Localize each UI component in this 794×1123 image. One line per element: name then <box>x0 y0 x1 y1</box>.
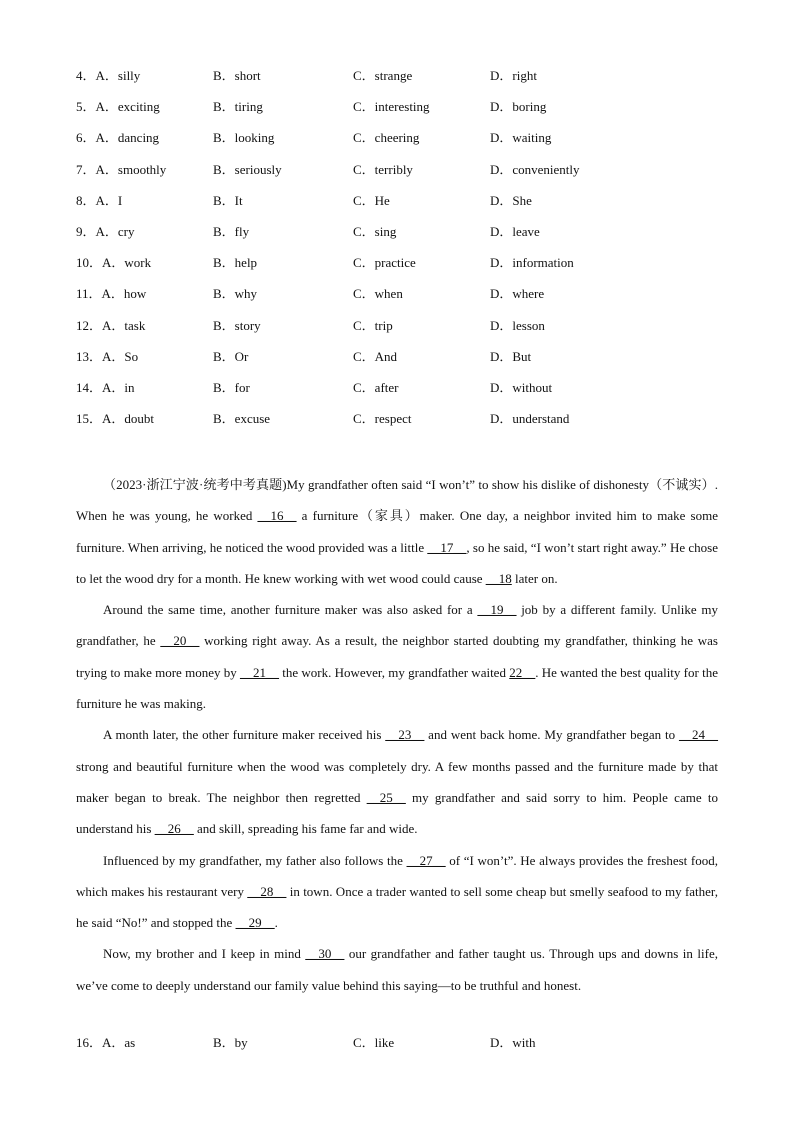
question-number: 4． <box>76 68 96 83</box>
passage-text: strong and beautiful furniture when the wood was completely dry. A few months passed and the furniture made by that maker began to break. The neighbor then regretted <box>76 758 718 805</box>
option-d: D．where <box>490 286 545 302</box>
option-c: C．when <box>353 286 403 302</box>
passage-text: our grandfather and father taught us. Through ups and downs in life, we’ve come to deeply understand our family value behind this saying—to be truthful and honest. <box>76 946 718 993</box>
option-d: D．information <box>490 255 574 271</box>
question-row <box>76 253 736 284</box>
option-a: A．task <box>102 317 146 333</box>
question-number-and-option-a <box>76 1033 135 1053</box>
question-number: 12． <box>76 317 103 333</box>
option-b: B．looking <box>213 130 275 146</box>
option-d: D．She <box>490 192 532 208</box>
question-number: 15． <box>76 411 103 427</box>
blank-17: __17__ <box>427 539 467 555</box>
option-a: A．silly <box>95 68 141 83</box>
question-number: 9． <box>76 223 96 239</box>
question-number: 10． <box>76 255 103 271</box>
question-number-and-option-a <box>76 97 160 117</box>
question-number-and-option-a <box>76 128 159 148</box>
question-number-and-option-a <box>76 66 140 86</box>
passage-text: （2023·浙江宁波·统考中考真题)My grandfather often said “I won’t” to show his dislike of dishonesty（不诚实）. When he was young, he worked <box>76 477 718 524</box>
question-number-and-option-a <box>76 409 154 429</box>
option-b: B．help <box>213 255 258 271</box>
question-number-and-option-a <box>76 284 146 304</box>
option-c: C．He <box>353 192 390 208</box>
blank-22: 22__ <box>509 664 536 680</box>
passage-text: A month later, the other furniture maker received his <box>103 727 386 743</box>
option-c: C．like <box>353 1035 395 1050</box>
option-b: B．fly <box>213 223 250 239</box>
option-a: A．exciting <box>95 99 160 115</box>
passage-text: . He wanted the best quality for the furniture he was making. <box>76 664 718 712</box>
option-a: A．work <box>102 255 152 271</box>
option-d: D．understand <box>490 411 570 427</box>
question-row <box>76 316 736 347</box>
blank-29: __29__ <box>235 915 275 931</box>
blank-19: __19__ <box>477 602 517 618</box>
option-b: B．story <box>213 317 261 333</box>
option-b: B．for <box>213 379 250 395</box>
question-row <box>76 66 736 97</box>
option-a: A．cry <box>95 223 135 239</box>
passage-text: Influenced by my grandfather, my father also follows the <box>103 852 407 868</box>
option-c: C．trip <box>353 317 393 333</box>
option-c: C．respect <box>353 411 412 427</box>
option-c: C．And <box>353 348 398 364</box>
option-b: B．short <box>213 68 261 83</box>
passage-text: Around the same time, another furniture maker was also asked for a <box>103 602 478 618</box>
option-a: A．doubt <box>102 411 155 427</box>
passage-text: , so he said, “I won’t start right away.” He chose to let the wood dry for a month. He knew working with wet wood could cause <box>76 539 718 586</box>
passage-text: job by a different family. Unlike my grandfather, he <box>76 602 719 649</box>
options-list-bottom <box>76 1033 736 1064</box>
question-row <box>76 284 736 315</box>
option-d: D．right <box>490 68 537 83</box>
option-b: B．It <box>213 192 243 208</box>
option-b: B．tiring <box>213 99 263 115</box>
options-list-top <box>76 66 736 440</box>
blank-27: __27__ <box>406 852 446 868</box>
passage-text: working right away. As a result, the neighbor started doubting my grandfather, thinking he was trying to make more money by <box>76 633 718 680</box>
passage-text: a furniture（家具）maker. One day, a neighbor invited him to make some furniture. When arriving, he noticed the wood provided was a little <box>76 508 718 555</box>
blank-21: __21__ <box>239 664 279 680</box>
option-a: A．dancing <box>95 130 160 146</box>
passage-text: . <box>274 915 278 931</box>
option-c: C．cheering <box>353 130 420 146</box>
question-row <box>76 160 736 191</box>
passage-text: and went back home. My grandfather began to <box>424 727 679 743</box>
question-number-and-option-a <box>76 160 166 180</box>
cloze-passage <box>76 469 718 1001</box>
question-number-and-option-a <box>76 316 145 336</box>
option-c: C．sing <box>353 223 397 239</box>
blank-23: __23__ <box>385 727 425 743</box>
question-number-and-option-a <box>76 378 135 398</box>
blank-18: __18 <box>485 570 512 586</box>
passage-text: Now, my brother and I keep in mind <box>103 946 306 962</box>
passage-paragraph-4 <box>76 845 718 939</box>
question-row <box>76 97 736 128</box>
question-number: 16． <box>76 1035 103 1050</box>
option-a: A．smoothly <box>95 161 167 177</box>
option-c: C．strange <box>353 68 413 83</box>
option-a: A．as <box>102 1035 136 1050</box>
passage-paragraph-2 <box>76 594 718 719</box>
passage-text: the work. However, my grandfather waited <box>278 664 510 680</box>
option-c: C．after <box>353 379 399 395</box>
option-d: D．But <box>490 348 532 364</box>
option-b: B．by <box>213 1035 248 1050</box>
question-row <box>76 378 736 409</box>
passage-paragraph-3 <box>76 719 718 844</box>
option-b: B．seriously <box>213 161 282 177</box>
question-row <box>76 191 736 222</box>
option-b: B．excuse <box>213 411 271 427</box>
question-number: 11． <box>76 286 102 302</box>
blank-30: __30__ <box>305 946 345 962</box>
blank-16: __16__ <box>257 508 297 524</box>
blank-25: __25__ <box>366 789 406 805</box>
question-row <box>76 128 736 159</box>
option-d: D．waiting <box>490 130 552 146</box>
question-number: 14． <box>76 379 103 395</box>
option-c: C．terribly <box>353 161 413 177</box>
option-a: A．So <box>102 348 139 364</box>
blank-28: __28__ <box>247 883 287 899</box>
passage-paragraph-5 <box>76 938 718 1001</box>
question-number-and-option-a <box>76 347 138 367</box>
option-d: D．conveniently <box>490 161 580 177</box>
question-number: 8． <box>76 192 96 208</box>
option-b: B．why <box>213 286 258 302</box>
question-row <box>76 409 736 440</box>
option-a: A．how <box>101 286 147 302</box>
blank-20: __20__ <box>160 633 200 649</box>
passage-text: and skill, spreading his fame far and wide. <box>193 821 418 837</box>
question-row <box>76 222 736 253</box>
blank-26: __26__ <box>154 821 194 837</box>
question-number-and-option-a <box>76 222 135 242</box>
question-number-and-option-a <box>76 253 151 273</box>
passage-text: in town. Once a trader wanted to sell some cheap but smelly seafood to my father, he said “No!” and stopped the <box>76 883 718 931</box>
option-d: D．lesson <box>490 317 545 333</box>
question-number: 13． <box>76 348 103 364</box>
passage-text: of “I won’t”. He always provides the freshest food, which makes his restaurant very <box>76 852 718 899</box>
question-row <box>76 347 736 378</box>
question-row <box>76 1033 736 1064</box>
passage-text: my grandfather and said sorry to him. People came to understand his <box>76 789 718 837</box>
option-c: C．practice <box>353 255 416 271</box>
option-d: D．with <box>490 1035 536 1050</box>
option-d: D．leave <box>490 223 540 239</box>
question-number-and-option-a <box>76 191 122 211</box>
option-c: C．interesting <box>353 99 430 115</box>
option-a: A．in <box>102 379 135 395</box>
question-number: 5． <box>76 99 96 115</box>
question-number: 6． <box>76 130 96 146</box>
question-number: 7． <box>76 161 96 177</box>
option-a: A．I <box>95 192 123 208</box>
option-b: B．Or <box>213 348 249 364</box>
option-d: D．boring <box>490 99 547 115</box>
blank-24: __24__ <box>679 727 718 743</box>
passage-text: later on. <box>511 570 558 586</box>
passage-paragraph-1 <box>76 469 718 594</box>
option-d: D．without <box>490 379 553 395</box>
